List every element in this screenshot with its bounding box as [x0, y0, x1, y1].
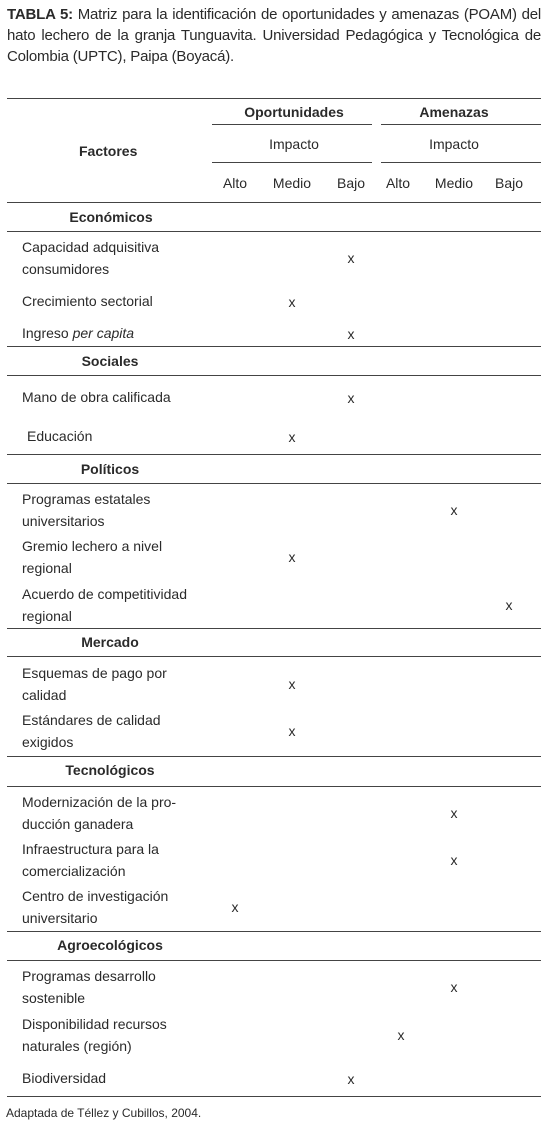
row-label: [22, 885, 168, 929]
level-header: Medio: [272, 175, 312, 191]
top-rule: [7, 98, 541, 99]
impact-mark: x: [347, 1071, 355, 1087]
impact-rule-2: [381, 162, 541, 163]
row-label-line: universitario: [22, 910, 98, 926]
table-footnote: Adaptada de Téllez y Cubillos, 2004.: [6, 1106, 202, 1120]
row-label: [22, 965, 156, 1009]
row-label: [22, 791, 176, 835]
impact-mark: x: [231, 899, 239, 915]
impact-mark: x: [450, 805, 458, 821]
row-label: Crecimiento sectorial: [22, 293, 153, 309]
impact-mark: x: [288, 549, 296, 565]
category-rule: [7, 375, 541, 376]
row-label-line: Centro de investigación: [22, 888, 169, 904]
category-rule: [7, 786, 541, 787]
row-label-line: naturales (región): [22, 1038, 132, 1054]
bottom-rule: [7, 1096, 541, 1097]
level-header: Alto: [222, 175, 248, 191]
row-label-line: consumidores: [22, 261, 110, 277]
row-label-line: Disponibilidad recursos: [22, 1016, 167, 1032]
category-rule: [7, 656, 541, 657]
row-label: [22, 583, 187, 627]
level-header: Bajo: [336, 175, 366, 191]
impact-mark: x: [450, 852, 458, 868]
row-label-line: regional: [22, 608, 72, 624]
row-label-line: comercialización: [22, 863, 126, 879]
row-label-line: universitarios: [22, 513, 105, 529]
category-rule: [7, 628, 541, 629]
caption-label: TABLA 5:: [7, 6, 73, 23]
row-label: [22, 838, 159, 882]
category-heading: Tecnológicos: [65, 762, 155, 778]
row-label-line: ducción ganadera: [22, 816, 134, 832]
category-heading: Mercado: [81, 634, 139, 650]
impact-mark: x: [505, 597, 513, 613]
row-label-line: Gremio lechero a nivel: [22, 538, 163, 554]
row-label-line: Estándares de calidad: [22, 712, 161, 728]
impact-mark: x: [288, 294, 296, 310]
category-heading: Sociales: [81, 353, 139, 369]
row-label-line: Capacidad adquisitiva: [22, 239, 159, 255]
row-label: [22, 236, 159, 280]
impact-mark: x: [347, 390, 355, 406]
row-label: [22, 488, 150, 532]
row-label: [22, 709, 161, 753]
caption-text: Matriz para la identificación de oportunidades y amenazas (POAM) del hato lechero de la granja Tunguavita. Universidad Pedagógica y Tecnológica de Colombia (UPTC), Paipa (Boyacá).: [7, 6, 541, 65]
category-rule: [7, 756, 541, 757]
impact-rule-1: [212, 162, 372, 163]
impact-mark: x: [450, 502, 458, 518]
impact-mark: x: [288, 429, 296, 445]
impact-mark: x: [288, 676, 296, 692]
category-heading: Económicos: [69, 209, 153, 225]
category-heading: Políticos: [80, 461, 140, 477]
row-label: [22, 535, 162, 579]
row-label-line: Esquemas de pago por: [22, 665, 167, 681]
header-bottom-rule: [7, 202, 541, 203]
impact-mark: x: [397, 1027, 405, 1043]
row-label-line: regional: [22, 560, 72, 576]
category-rule: [7, 454, 541, 455]
category-rule: [7, 960, 541, 961]
level-header: Alto: [385, 175, 411, 191]
category-heading: Agroecológicos: [57, 937, 163, 953]
row-label-line: Programas estatales: [22, 491, 151, 507]
group-rule-1: [212, 124, 372, 125]
category-rule: [7, 483, 541, 484]
group-rule-2: [381, 124, 541, 125]
impact-header-amenazas: Impacto: [429, 136, 479, 152]
row-label-line: Modernización de la pro-: [22, 794, 177, 810]
impact-header-oportunidades: Impacto: [269, 136, 319, 152]
factores-header: Factores: [79, 143, 138, 159]
row-label: [22, 1013, 167, 1057]
row-label: Mano de obra calificada: [22, 389, 171, 405]
row-label-line: Infraestructura para la: [22, 841, 159, 857]
group-header-amenazas: Amenazas: [419, 104, 489, 120]
row-label-line: Acuerdo de competitividad: [22, 586, 187, 602]
table-caption: [7, 4, 541, 67]
impact-mark: x: [347, 326, 355, 342]
row-label-line: Programas desarrollo: [22, 968, 156, 984]
group-header-oportunidades: Oportunidades: [244, 104, 344, 120]
row-label: Biodiversidad: [22, 1070, 107, 1086]
row-label-line: exigidos: [22, 734, 74, 750]
level-header: Medio: [434, 175, 474, 191]
row-label: Ingreso per capita: [22, 325, 135, 341]
row-label: Educación: [27, 428, 93, 444]
level-header: Bajo: [494, 175, 524, 191]
row-label: [22, 662, 167, 706]
impact-mark: x: [450, 979, 458, 995]
impact-mark: x: [288, 723, 296, 739]
category-rule: [7, 346, 541, 347]
row-label-line: calidad: [22, 687, 67, 703]
row-label-line: sostenible: [22, 990, 86, 1006]
category-rule: [7, 931, 541, 932]
category-rule: [7, 231, 541, 232]
impact-mark: x: [347, 250, 355, 266]
